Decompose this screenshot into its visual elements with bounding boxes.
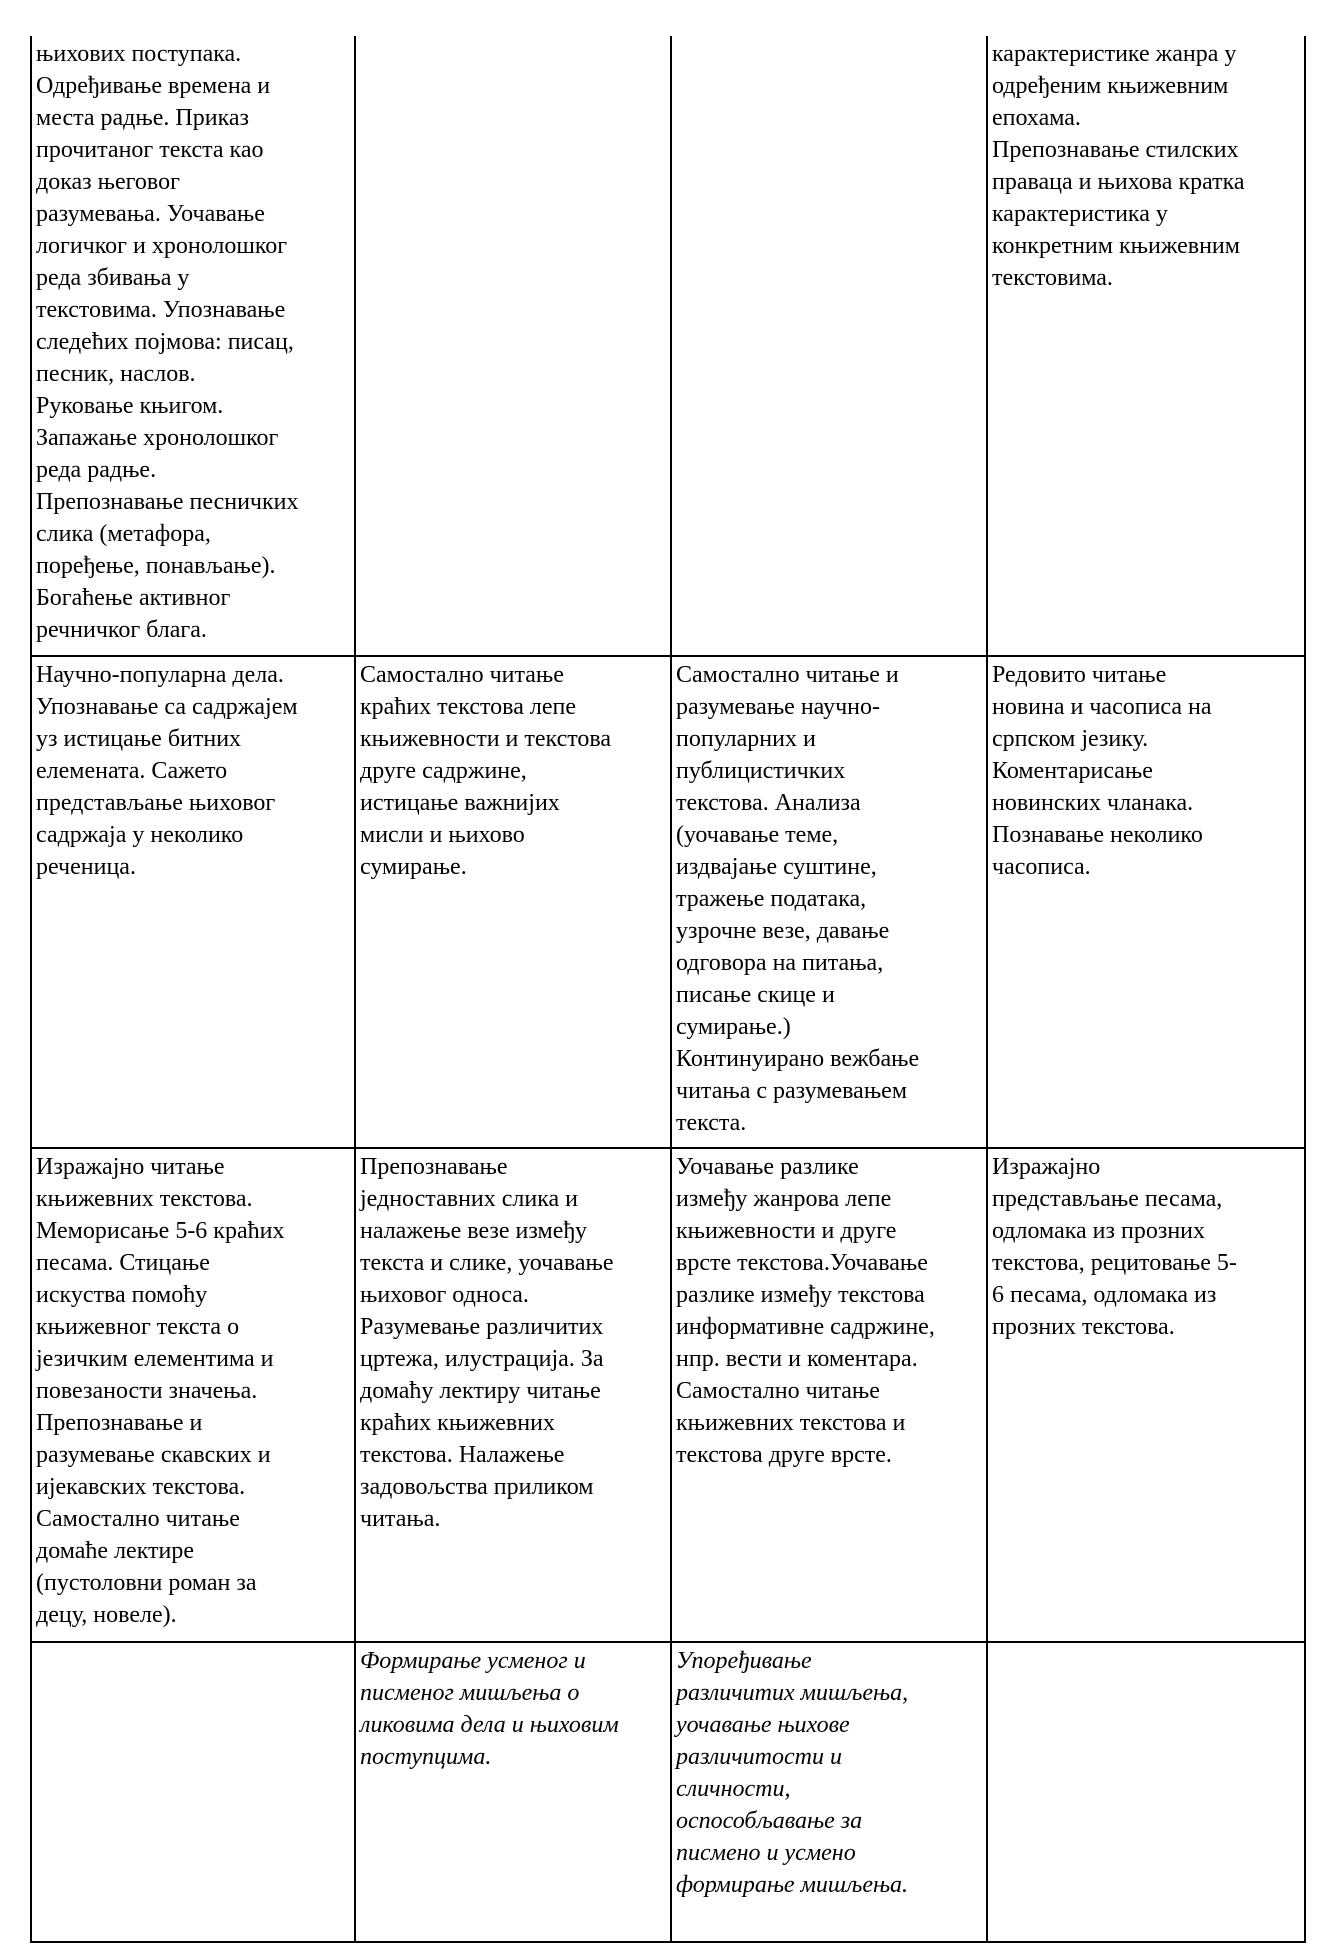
- cell-text: Препознавање једноставних слика и налажење везе између текста и слике, уочавање њиховог односа. Разумевање различитих цртежа, илустрација. За домаћу лектиру читање краћих књижевних текстова. Налажење задовољства приликом читања.: [360, 1154, 614, 1532]
- table-cell: [987, 1642, 1305, 1942]
- table-cell: [671, 1148, 987, 1642]
- cell-text: Научно-популарна дела. Упознавање са садржајем уз истицање битних елемената. Сажето представљање њиховог садржаја у неколико реченица.: [36, 662, 298, 880]
- cell-text: Самостално читање краћих текстова лепе књижевности и текстова друге садржине, истицање важнијих мисли и њихово сумирање.: [360, 662, 612, 880]
- cell-text: Упоређивање различитих мишљења, уочавање њихове различитости и сличности, оспособљавање за писмено и усмено формирање мишљења.: [676, 1648, 909, 1898]
- table-cell: [31, 656, 355, 1148]
- table-row: [31, 1148, 1305, 1642]
- table-cell: [31, 1642, 355, 1942]
- table-cell: [355, 36, 671, 656]
- table-row: [31, 656, 1305, 1148]
- table-cell: [31, 1148, 355, 1642]
- cell-text: Изражајно читање књижевних текстова. Меморисање 5-6 краћих песама. Стицање искуства помоћу књижевног текста о језичким елементима и повезаности значења. Препознавање и разумевање скавских и ијекавских текстова. Самостално читање домаће лектире (пустоловни роман за децу, новеле).: [36, 1154, 285, 1628]
- table-cell: [987, 1148, 1305, 1642]
- table-cell: [987, 36, 1305, 656]
- cell-text: Изражајно представљање песама, одломака из прозних текстова, рецитовање 5- 6 песама, одломака из прозних текстова.: [992, 1154, 1237, 1340]
- cell-text: Самостално читање и разумевање научно- популарних и публицистичких текстова. Анализа (уочавање теме, издвајање суштине, тражење података, узрочне везе, давање одговора на питања, писање скице и сумирање.) Континуирано вежбање читања с разумевањем текста.: [676, 662, 920, 1136]
- table-cell: [31, 36, 355, 656]
- table-cell: [671, 36, 987, 656]
- table-row: [31, 36, 1305, 656]
- table-cell: [671, 1642, 987, 1942]
- cell-text: њихових поступака. Одређивање времена и места радње. Приказ прочитаног текста као доказ његовог разумевања. Уочавање логичког и хронолошког реда збивања у текстовима. Упознавање следећих појмова: писац, песник, наслов. Руковање књигом. Запажање хронолошког реда радње. Препознавање песничких слика (метафора, поређење, понављање). Богаћење активног речничког блага.: [36, 41, 299, 643]
- cell-text: Редовито читање новина и часописа на српском језику. Коментарисање новинских чланака. Познавање неколико часописа.: [992, 662, 1212, 880]
- cell-text: карактеристике жанра у одређеним књижевним епохама. Препознавање стилских праваца и њихова кратка карактеристика у конкретним књижевним текстовима.: [992, 41, 1245, 291]
- table-cell: [355, 1642, 671, 1942]
- table-cell: [355, 1148, 671, 1642]
- cell-text: Уочавање разлике између жанрова лепе књижевности и друге врсте текстова.Уочавање разлике између текстова информативне садржине, нпр. вести и коментара. Самостално читање књижевних текстова и текстова друге врсте.: [676, 1154, 935, 1468]
- cell-text: Формирање усменог и писменог мишљења о ликовима дела и њиховим поступцима.: [360, 1648, 619, 1770]
- table-cell: [671, 656, 987, 1148]
- table-cell: [355, 656, 671, 1148]
- table-row: [31, 1642, 1305, 1942]
- table-cell: [987, 656, 1305, 1148]
- curriculum-table: [30, 36, 1306, 1943]
